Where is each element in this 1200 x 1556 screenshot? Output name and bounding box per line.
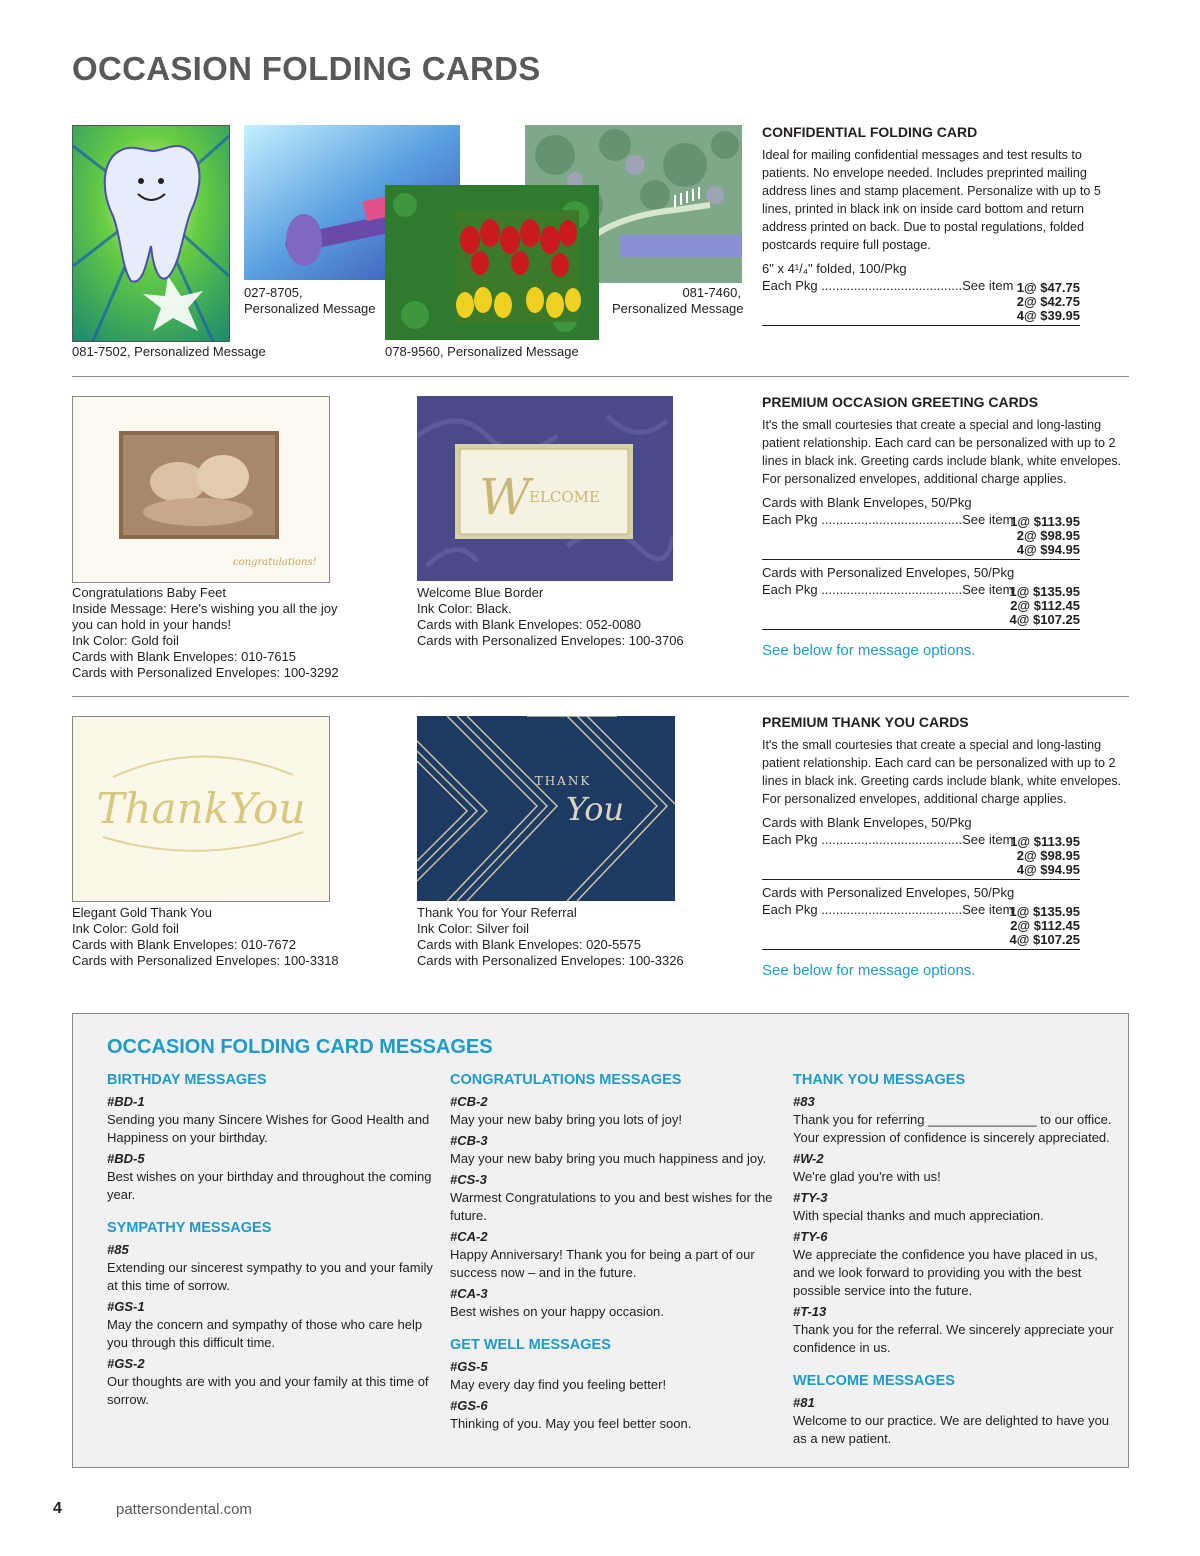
price-2: 2@ $98.95 <box>1016 848 1080 863</box>
divider <box>762 879 1080 880</box>
each-pkg-label: Each Pkg .......................................See item <box>762 278 1014 293</box>
caption-line: Cards with Personalized Envelopes: 100-3326 <box>417 953 684 968</box>
message-code: #CB-3 <box>450 1133 488 1148</box>
welcome-caption <box>417 585 684 649</box>
message-text: We're glad you're with us! <box>793 1169 941 1184</box>
tooth-card-image <box>72 125 230 342</box>
caption-line: Cards with Personalized Envelopes: 100-3706 <box>417 633 684 648</box>
message-code: #CA-3 <box>450 1286 488 1301</box>
tooth-card-caption: 081-7502, Personalized Message <box>72 344 266 359</box>
card-text: ThankYou <box>96 784 306 833</box>
messages-column-3 <box>793 1072 1123 1448</box>
sympathy-heading: SYMPATHY MESSAGES <box>107 1220 272 1236</box>
card-text: THANK <box>534 774 592 788</box>
messages-column-1 <box>107 1072 437 1409</box>
premium-thank-you-product <box>762 714 1132 979</box>
caption-line: Cards with Personalized Envelopes: 100-3318 <box>72 953 339 968</box>
confidential-card-product <box>762 124 1132 330</box>
message-code: #TY-3 <box>793 1190 828 1205</box>
product-description: It's the small courtesies that create a special and long-lasting patient relationship. Each card can be personalized with up to 2 lines in black ink. Greeting cards include blank, white envelopes. For personalized envelopes, additional charge applies. <box>762 418 1122 486</box>
each-pkg-label: Each Pkg .......................................See item <box>762 512 1014 527</box>
price-1: 1@ $47.75 <box>1016 280 1080 295</box>
caption-line: Personalized Message <box>612 301 744 316</box>
blank-envelopes-label: Cards with Blank Envelopes, 50/Pkg <box>762 495 972 510</box>
price-2: 2@ $112.45 <box>1010 598 1080 613</box>
card-text: congratulations! <box>233 557 317 568</box>
blank-envelopes-label: Cards with Blank Envelopes, 50/Pkg <box>762 815 972 830</box>
caption-line: Congratulations Baby Feet <box>72 585 226 600</box>
message-text: With special thanks and much appreciation. <box>793 1208 1044 1223</box>
price-4: 4@ $107.25 <box>1009 612 1080 627</box>
message-code: #BD-5 <box>107 1151 145 1166</box>
caption-line: you can hold in your hands! <box>72 617 231 632</box>
caption-line: Cards with Blank Envelopes: 052-0080 <box>417 617 642 632</box>
section-divider <box>72 696 1129 697</box>
message-text: We appreciate the confidence you have placed in us, and we look forward to providing you with the best possible service into the future. <box>793 1247 1098 1298</box>
price-2: 2@ $98.95 <box>1016 528 1080 543</box>
price-1: 1@ $135.95 <box>1009 904 1080 919</box>
message-text: Happy Anniversary! Thank you for being a part of our success now – and in the future. <box>450 1247 755 1280</box>
each-pkg-label: Each Pkg .......................................See item <box>762 902 1014 917</box>
product-description: Ideal for mailing confidential messages and test results to patients. No envelope needed. Includes preprinted mailing address lines and stamp placement. Personalize with up to 5 lines, printed in black ink on inside card bottom and return address printed on back. Due to postal regulations, folded postcards require full postage. <box>762 148 1101 252</box>
message-code: #T-13 <box>793 1304 827 1319</box>
message-text: Our thoughts are with you and your family at this time of sorrow. <box>107 1374 429 1407</box>
message-code: #BD-1 <box>107 1094 145 1109</box>
message-code: #CA-2 <box>450 1229 488 1244</box>
caption-line: Welcome Blue Border <box>417 585 544 600</box>
message-code: #GS-5 <box>450 1359 488 1374</box>
product-title: PREMIUM OCCASION GREETING CARDS <box>762 394 1039 410</box>
caption-line: Ink Color: Gold foil <box>72 633 179 648</box>
product-title: PREMIUM THANK YOU CARDS <box>762 714 969 730</box>
message-code: #GS-6 <box>450 1398 488 1413</box>
caption-line: Cards with Personalized Envelopes: 100-3292 <box>72 665 339 680</box>
message-text: Extending our sincerest sympathy to you and your family at this time of sorrow. <box>107 1260 433 1293</box>
messages-title: OCCASION FOLDING CARD MESSAGES <box>107 1036 493 1058</box>
premium-greeting-product <box>762 394 1132 659</box>
caption-line: Inside Message: Here's wishing you all the joy <box>72 601 338 616</box>
message-code: #CB-2 <box>450 1094 488 1109</box>
caption-line: Cards with Blank Envelopes: 010-7615 <box>72 649 297 664</box>
price-row <box>762 582 1080 627</box>
caption-line: Ink Color: Gold foil <box>72 921 179 936</box>
each-pkg-label: Each Pkg .......................................See item <box>762 582 1014 597</box>
price-2: 2@ $42.75 <box>1016 294 1080 309</box>
gold-thank-you-caption <box>72 905 339 969</box>
message-text: Thank you for the referral. We sincerely appreciate your confidence in us. <box>793 1322 1114 1355</box>
caption-line: Personalized Message <box>244 301 376 316</box>
message-text: Thinking of you. May you feel better soon. <box>450 1416 692 1431</box>
page-number: 4 <box>53 1500 62 1517</box>
welcome-heading: WELCOME MESSAGES <box>793 1373 955 1389</box>
message-text: Sending you many Sincere Wishes for Good Health and Happiness on your birthday. <box>107 1112 430 1145</box>
message-text: Warmest Congratulations to you and best wishes for the future. <box>450 1190 773 1223</box>
price-4: 4@ $94.95 <box>1016 862 1080 877</box>
price-row <box>762 512 1080 557</box>
page-title: OCCASION FOLDING CARDS <box>72 50 541 87</box>
tulip-card-caption: 078-9560, Personalized Message <box>385 344 579 359</box>
tulip-card-image <box>385 185 599 340</box>
message-text: Best wishes on your birthday and throughout the coming year. <box>107 1169 432 1202</box>
message-code: #GS-1 <box>107 1299 145 1314</box>
baby-feet-caption <box>72 585 339 681</box>
message-code: #85 <box>107 1242 129 1257</box>
price-4: 4@ $94.95 <box>1016 542 1080 557</box>
welcome-card-image <box>417 396 673 581</box>
referral-thank-you-caption <box>417 905 684 969</box>
message-code: #W-2 <box>793 1151 824 1166</box>
card-text: ELCOME <box>529 488 600 506</box>
price-row <box>762 278 1080 323</box>
get-well-heading: GET WELL MESSAGES <box>450 1337 611 1353</box>
divider <box>762 629 1080 630</box>
divider <box>762 949 1080 950</box>
baby-feet-card-image <box>72 396 330 583</box>
caption-line: Ink Color: Silver foil <box>417 921 529 936</box>
caption-line: Cards with Blank Envelopes: 020-5575 <box>417 937 642 952</box>
message-code: #CS-3 <box>450 1172 487 1187</box>
message-code: #81 <box>793 1395 815 1410</box>
message-text: Welcome to our practice. We are delighted to have you as a new patient. <box>793 1413 1110 1446</box>
message-text: May your new baby bring you lots of joy! <box>450 1112 682 1127</box>
message-text: May every day find you feeling better! <box>450 1377 667 1392</box>
message-text: Best wishes on your happy occasion. <box>450 1304 664 1319</box>
price-4: 4@ $107.25 <box>1009 932 1080 947</box>
caption-line: Cards with Blank Envelopes: 010-7672 <box>72 937 297 952</box>
each-pkg-label: Each Pkg .......................................See item <box>762 832 1014 847</box>
price-row <box>762 832 1080 877</box>
message-text: May your new baby bring you much happiness and joy. <box>450 1151 767 1166</box>
card-initial: W <box>479 468 531 526</box>
referral-thank-you-card-image <box>417 716 675 901</box>
gold-thank-you-card-image <box>72 716 330 902</box>
price-1: 1@ $113.95 <box>1010 834 1080 849</box>
messages-column-2 <box>450 1072 780 1433</box>
message-text: Thank you for referring _______________ to our office. Your expression of confidence is sincerely appreciated. <box>793 1112 1112 1145</box>
message-code: #83 <box>793 1094 815 1109</box>
floral-card-caption <box>612 285 744 317</box>
package-size: 6" x 4¹/₄" folded, 100/Pkg <box>762 261 907 276</box>
price-1: 1@ $135.95 <box>1009 584 1080 599</box>
caption-line: Elegant Gold Thank You <box>72 905 212 920</box>
website-link[interactable]: pattersondental.com <box>116 1501 252 1518</box>
see-below-link[interactable]: See below for message options. <box>762 642 976 659</box>
price-2: 2@ $112.45 <box>1010 918 1080 933</box>
personalized-envelopes-label: Cards with Personalized Envelopes, 50/Pkg <box>762 565 1015 580</box>
section-divider <box>72 376 1129 377</box>
product-title: CONFIDENTIAL FOLDING CARD <box>762 124 978 140</box>
divider <box>762 559 1080 560</box>
price-4: 4@ $39.95 <box>1016 308 1080 323</box>
message-code: #GS-2 <box>107 1356 145 1371</box>
message-code: #TY-6 <box>793 1229 828 1244</box>
caption-line: Thank You for Your Referral <box>417 905 577 920</box>
price-1: 1@ $113.95 <box>1010 514 1080 529</box>
toothbrush-card-caption <box>244 285 376 317</box>
congratulations-heading: CONGRATULATIONS MESSAGES <box>450 1072 682 1088</box>
message-text: May the concern and sympathy of those who care help you through this difficult time. <box>107 1317 423 1350</box>
caption-line: 027-8705, <box>244 285 303 300</box>
personalized-envelopes-label: Cards with Personalized Envelopes, 50/Pkg <box>762 885 1015 900</box>
caption-line: Ink Color: Black. <box>417 601 512 616</box>
product-description: It's the small courtesies that create a special and long-lasting patient relationship. Each card can be personalized with up to 2 lines in black ink. Greeting cards include blank, white envelopes. For personalized envelopes, additional charge applies. <box>762 738 1122 806</box>
divider <box>762 325 1080 326</box>
price-row <box>762 902 1080 947</box>
birthday-heading: BIRTHDAY MESSAGES <box>107 1072 267 1088</box>
caption-line: 081-7460, <box>682 285 741 300</box>
see-below-link[interactable]: See below for message options. <box>762 962 976 979</box>
thank-you-heading: THANK YOU MESSAGES <box>793 1072 966 1088</box>
card-text: You <box>565 790 625 828</box>
